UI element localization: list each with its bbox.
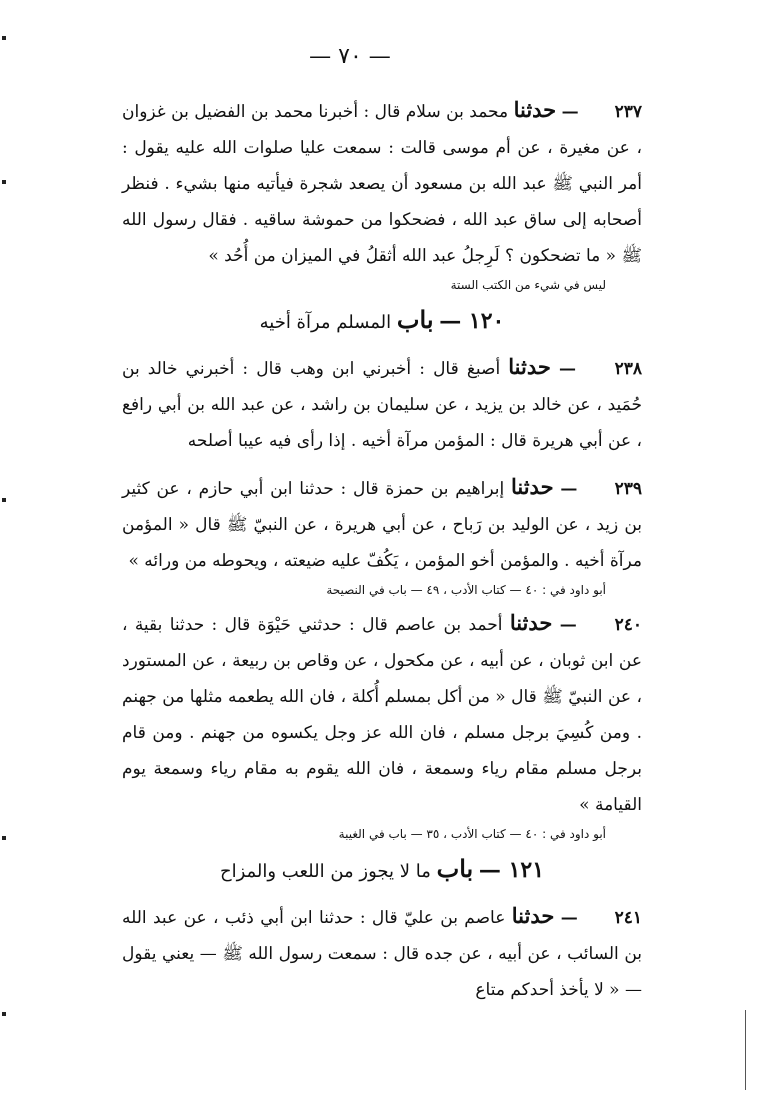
gutter-line (745, 1010, 746, 1090)
chapter-title: المسلم مرآة أخيه (259, 312, 392, 333)
hadith-239 (122, 469, 642, 579)
chapter-word: باب (436, 854, 474, 883)
hadith-number: ٢٣٨ — (558, 359, 643, 379)
chapter-heading-120 (122, 300, 642, 343)
page-number: — ٧٠ — (309, 44, 391, 69)
hadith-text: أصبغ قال : أخبرني ابن وهب قال : أخبرني خالد بن حُمَيد ، عن خالد بن يزيد ، عن سليمان بن راشد ، عن عبد الله بن أبي رافع ، عن أبي هريرة قال : المؤمن مرآة أخيه . إذا رأى فيه عيبا أصلحه (122, 359, 642, 451)
haddatha-word: حدثنا (509, 610, 553, 635)
hadith-number: ٢٣٩ — (560, 479, 643, 499)
chapter-number: ١٢٠ — (439, 308, 505, 334)
haddatha-word: حدثنا (513, 97, 557, 122)
hadith-238 (122, 349, 642, 459)
chapter-word: باب (396, 305, 434, 334)
hadith-number: ٢٤٠ — (559, 615, 643, 635)
source-note: ليس في شيء من الكتب الستة (450, 278, 606, 292)
hadith-text: محمد بن سلام قال : أخبرنا محمد بن الفضيل بن غزوان ، عن مغيرة ، عن أم موسى قالت : سمعت عليا صلوات الله عليه يقول : أمر النبي ﷺ عبد الله بن مسعود أن يصعد شجرة فيأتيه منها بشيء . فنظر أصحابه إلى ساق عبد الله ، فضحكوا من حموشة ساقيه . فقال رسول الله ﷺ « ما تضحكون ؟ لَرِجلُ عبد الله أثقلُ في الميزان من أُحُد » (122, 102, 642, 266)
hadith-text: عاصم بن عليّ قال : حدثنا ابن أبي ذئب ، عن عبد الله بن السائب ، عن أبيه ، عن جده قال : سمعت رسول الله ﷺ — يعني يقول — « لا يأخذ أحدكم متاع (122, 908, 642, 1000)
chapter-number: ١٢١ — (478, 857, 545, 883)
chapter-title: ما لا يجوز من اللعب والمزاح (219, 861, 431, 882)
haddatha-word: حدثنا (510, 474, 554, 499)
scan-edge-mark (2, 180, 6, 184)
scan-edge-mark (2, 36, 6, 40)
source-note: أبو داود في : ٤٠ — كتاب الأدب ، ٤٩ — باب في النصيحة (326, 583, 606, 597)
source-note: أبو داود في : ٤٠ — كتاب الأدب ، ٣٥ — باب في الغيبة (338, 827, 606, 841)
page-content (122, 92, 642, 1008)
hadith-241 (122, 898, 642, 1008)
hadith-237 (122, 92, 642, 274)
hadith-text: أحمد بن عاصم قال : حدثني حَيْوَة قال : حدثنا بقية ، عن ابن ثوبان ، عن أبيه ، عن مكحول ، عن وقاص بن ربيعة ، عن المستورد ، عن النبيّ ﷺ قال « من أكل بمسلم أُكلة ، فان الله يطعمه مثلها من جهنم . ومن كُسِيَ برجل مسلم ، فان الله عز وجل يكسوه من جهنم . ومن قام برجل مسلم مقام رياء وسمعة ، فان الله يقوم به مقام رياء وسمعة يوم القيامة » (122, 615, 642, 815)
scan-edge-mark (2, 498, 6, 502)
hadith-number: ٢٣٧ — (561, 102, 643, 122)
hadith-240 (122, 605, 642, 823)
chapter-heading-121 (122, 849, 642, 892)
haddatha-word: حدثنا (508, 354, 551, 379)
hadith-number: ٢٤١ — (560, 908, 643, 928)
hadith-text: إبراهيم بن حمزة قال : حدثنا ابن أبي حازم ، عن كثير بن زيد ، عن الوليد بن رَباح ، عن أبي هريرة ، عن النبيّ ﷺ قال « المؤمن مرآة أخيه . والمؤمن أخو المؤمن ، يَكُفّ عليه ضيعته ، ويحوطه من ورائه » (122, 479, 642, 571)
scan-edge-mark (2, 836, 6, 840)
scan-edge-mark (2, 1012, 6, 1016)
haddatha-word: حدثنا (511, 903, 555, 928)
